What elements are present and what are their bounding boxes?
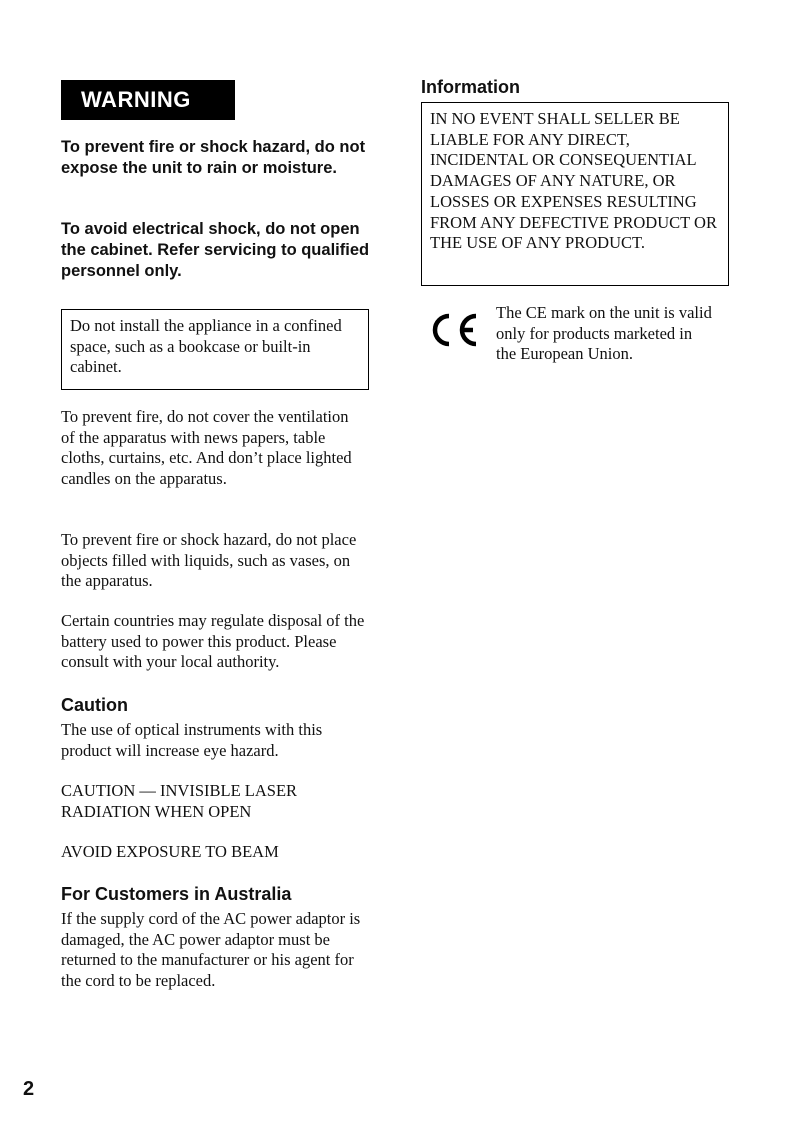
warning-banner: WARNING [61, 80, 235, 120]
warning-electrical-shock-text: To avoid electrical shock, do not open the cabinet. Refer servicing to qualified personnel only. [61, 220, 370, 280]
caution-beam-text: AVOID EXPOSURE TO BEAM [61, 842, 279, 861]
liquids-paragraph: To prevent fire or shock hazard, do not place objects filled with liquids, such as vases, on the apparatus. [61, 530, 357, 591]
australia-text: If the supply cord of the AC power adaptor is damaged, the AC power adaptor must be returned to the manufacturer or his agent for the cord to be replaced. [61, 909, 361, 991]
caution-heading: Caution [61, 695, 128, 715]
install-notice-box [61, 309, 369, 390]
ventilation-paragraph: To prevent fire, do not cover the ventilation of the apparatus with news papers, table cloths, curtains, etc. And don’t place lighted candles on the apparatus. [61, 407, 352, 489]
install-notice-text: Do not install the appliance in a confined space, such as a bookcase or built-in cabinet. [70, 316, 342, 377]
australia-heading: For Customers in Australia [61, 884, 292, 904]
ce-mark-text: The CE mark on the unit is valid only for products marketed in the European Union. [496, 303, 712, 364]
information-heading: Information [421, 77, 520, 97]
battery-paragraph: Certain countries may regulate disposal of the battery used to power this product. Please consult with your local authority. [61, 611, 365, 672]
information-disclaimer-text: IN NO EVENT SHALL SELLER BE LIABLE FOR ANY DIRECT, INCIDENTAL OR CONSEQUENTIAL DAMAGES OF ANY NATURE, OR LOSSES OR EXPENSES RESULTING FROM ANY DEFECTIVE PRODUCT OR THE USE OF ANY PRODUCT. [430, 109, 717, 253]
warning-fire-shock-text: To prevent fire or shock hazard, do not expose the unit to rain or moisture. [61, 138, 366, 177]
ce-mark-icon [428, 310, 480, 350]
caution-laser-text: CAUTION — INVISIBLE LASER RADIATION WHEN OPEN [61, 781, 298, 821]
page-number: 2 [23, 1078, 35, 1100]
caution-optical-text: The use of optical instruments with this product will increase eye hazard. [61, 720, 323, 760]
information-disclaimer-box [421, 102, 729, 286]
